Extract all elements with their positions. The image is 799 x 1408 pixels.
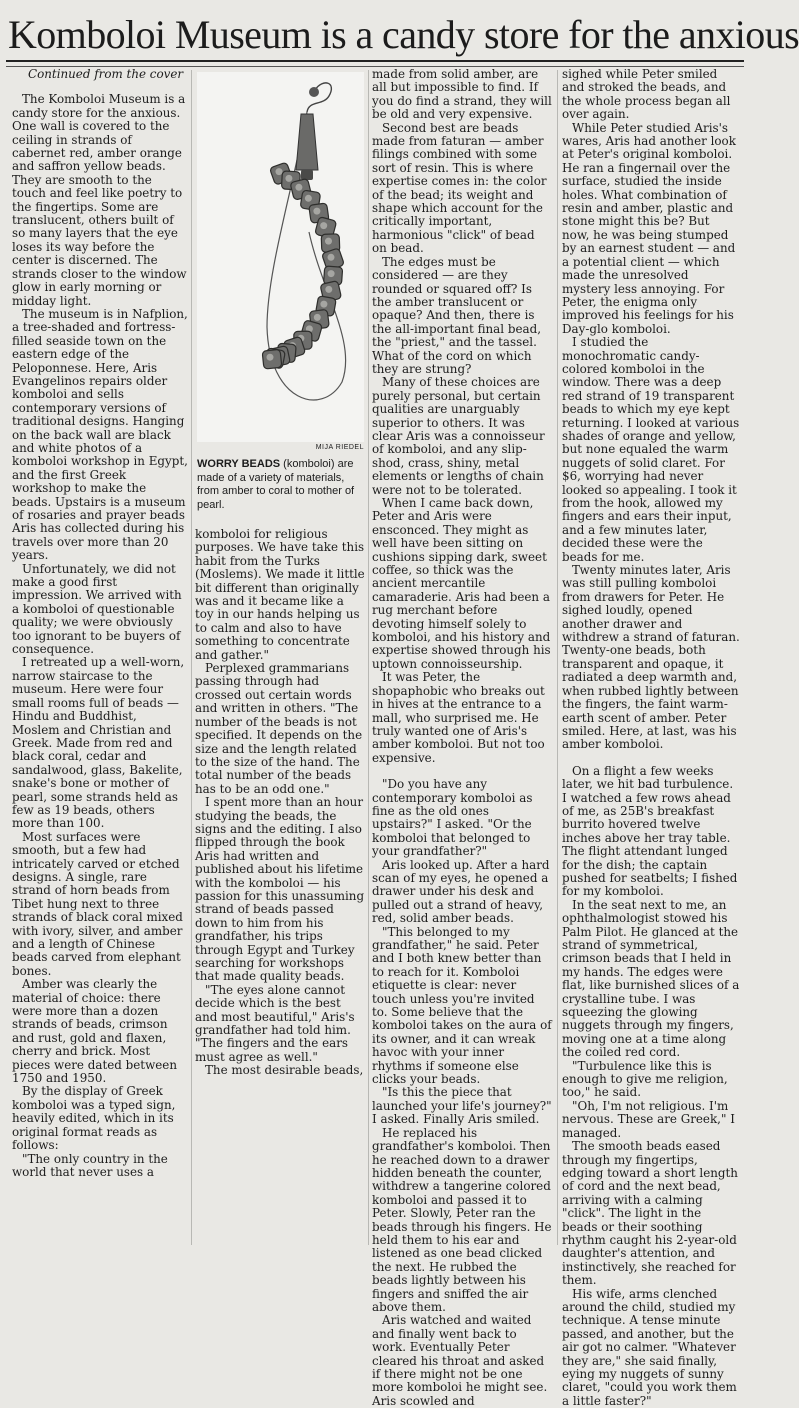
paragraph: I retreated up a well-worn, narrow staircase to the museum. Here were four small rooms full of beads — Hindu and Buddhist, Moslem and Christian and Greek. Made from red and black coral, cedar and sandalwood, glass, Bakelite, snake's bone or mother of pearl, some strands held as few as 19 beads, others more than 100.: [12, 655, 185, 831]
paragraph: "Do you have any contemporary komboloi as fine as the old ones upstairs?" I asked. "Or the komboloi that belonged to your grandfather?": [372, 777, 533, 859]
bead-highlight: [313, 208, 320, 215]
paragraph: "Turbulence like this is enough to give me religion, too," he said.: [562, 1058, 728, 1100]
paragraph: His wife, arms clenched around the child, studied my technique. A tense minute passed, and another, but the air got no calmer. "Whatever they are," she said finally, eying my nuggets of sunny claret, "could you work them a little faster?": [562, 1286, 737, 1408]
paragraph: By the display of Greek komboloi was a typed sign, heavily edited, which in its original format reads as follows:: [12, 1084, 176, 1153]
bead-highlight: [285, 175, 292, 182]
paragraph: Perplexed grammarians passing through had crossed out certain words and written in others. "The number of the beads is not specified. It depends on the size and the length related to the size of the hand. The total number of the beads has to be an odd one.": [195, 661, 363, 796]
article-column-4: [562, 67, 740, 1408]
bead-highlight: [320, 222, 327, 229]
bead-highlight: [320, 301, 327, 308]
column-divider: [557, 70, 558, 1245]
paragraph: komboloi for religious purposes. We have take this habit from the Turks (Moslems). We made it little bit different than originally was and it became like a toy in our hands helping us to calm and also to have something to concentrate and gather.": [195, 527, 365, 662]
paragraph: It was Peter, the shopaphobic who breaks out in hives at the entrance to a mall, who surprised me. He truly wanted one of Aris's amber komboloi. But not too expensive.: [372, 670, 545, 765]
paragraph: On a flight a few weeks later, we hit bad turbulence. I watched a few rows ahead of me, as 25B's breakfast burrito hovered twelve inches above her tray table. The flight attendant lunged for the dish; the captain pushed for seatbelts; I fished for my komboloi.: [562, 763, 738, 899]
paragraph: The most desirable beads,: [205, 1063, 364, 1078]
bead-highlight: [276, 168, 283, 175]
paragraph: made from solid amber, are all but impossible to find. If you do find a strand, they will be old and very expensive.: [372, 67, 552, 122]
paragraph: Second best are beads made from faturan — amber filings combined with some sort of resin. This is where expertise comes in: the color of the bead; its weight and shape which account for the critically important, harmonious "click" of bead on bead.: [372, 120, 547, 256]
bead-highlight: [328, 254, 335, 261]
caption-text: (komboloi) are made of a variety of materials, from amber to coral to mother of pearl.: [197, 458, 355, 511]
bead-highlight: [305, 195, 312, 202]
tassel-icon: [296, 114, 318, 170]
paragraph: Many of these choices are purely personal, but certain qualities are unarguably superior to others. It was clear Aris was a connoisseur of komboloi, and any slip-shod, crass, shiny, metal elements or lengths of chain were not to be tolerated.: [372, 375, 545, 497]
priest-bead: [301, 170, 313, 180]
article-column-1: [12, 68, 188, 1288]
paragraph: "Is this the piece that launched your life's journey?" I asked. Finally Aris smiled.: [372, 1085, 552, 1127]
continued-kicker: Continued from the cover: [28, 67, 184, 81]
bead-highlight: [328, 270, 335, 277]
paragraph: I spent more than an hour studying the beads, the signs and the editing. I also flipped through the book Aris had written and published about his lifetime with the komboloi — his passion for this unassuming strand of beads passed down to him from his grandfather, his trips through Egypt and Turkey searching for workshops that made quality beads.: [195, 795, 365, 984]
komboloi-photo: [197, 72, 364, 442]
article-column-2: [195, 528, 365, 1248]
paragraph: In the seat next to me, an ophthalmologist stowed his Palm Pilot. He glanced at the strand of symmetrical, crimson beads that I held in my hands. The edges were flat, like burnished slices of a crystalline tube. I was squeezing the glowing nuggets through my fingers, moving one at a time along the coiled red cord.: [562, 897, 740, 1060]
paragraph: "Oh, I'm not religious. I'm nervous. These are Greek," I managed.: [562, 1098, 735, 1140]
paragraph: Unfortunately, we did not make a good first impression. We arrived with a komboloi of questionable quality; we were obviously too ignorant to be buyers of consequence.: [12, 561, 182, 657]
bead-highlight: [325, 238, 332, 245]
paragraph: Twenty minutes later, Aris was still pulling komboloi from drawers for Peter. He sighed loudly, opened another drawer and withdrew a strand of faturan. Twenty-one beads, both transparent and opaque, it radiated a deep warmth and, when rubbed lightly between the fingers, the faint warm-earth scent of amber. Peter smiled. Here, at last, was his amber komboloi.: [562, 563, 740, 752]
headline-rule: [6, 60, 744, 62]
column-divider: [368, 70, 369, 1245]
photo-credit: MIJA RIEDEL: [315, 444, 364, 451]
paragraph: When I came back down, Peter and Aris were ensconced. They might as well have been sitting on cushions sipping dark, sweet coffee, so thick was the ancient mercantile camaraderie. Aris had been a rug merchant before devoting himself solely to komboloi, and his history and expertise showed through his uptown connoisseurship.: [372, 496, 551, 671]
paragraph: The museum is in Nafplion, a tree-shaded and fortress-filled seaside town on the eastern edge of the Peloponnese. Here, Aris Evangelinos repairs older komboloi and sells contemporary versions of traditional designs. Hanging on the back wall are black and white photos of a komboloi workshop in Egypt, and the first Greek workshop to make the beads. Upstairs is a museum of rosaries and prayer beads Aris has collected during his travels over more than 20 years.: [12, 306, 188, 563]
paragraph: The smooth beads eased through my fingertips, edging toward a short length of cord and the next bead, arriving with a calming "click". The light in the beads or their soothing rhythm caught his 2-year-old daughter's attention, and instinctively, she reached for them.: [562, 1139, 738, 1288]
cord-end: [307, 83, 331, 112]
paragraph: While Peter studied Aris's wares, Aris had another look at Peter's original komboloi. He ran a fingernail over the surface, studied the inside holes. What combination of resin and amber, plastic and stone might this be? But now, he was being stumped by an earnest student — and a potential client — which made the unresolved mystery less annoying. For Peter, the enigma only improved his feelings for his Day-glo komboloi.: [562, 120, 736, 336]
paragraph: Aris watched and waited and finally went back to work. Eventually Peter cleared his throat and asked if there might not be one more komboloi he might see. Aris scowled and: [372, 1313, 548, 1408]
paragraph: "This belonged to my grandfather," he said. Peter and I both knew better than to reach for it. Komboloi etiquette is clear: never touch unless you're invited to. Some believe that the komboloi takes on the aura of its owner, and it can wreak havoc with your inner rhythms if someone else clicks your beads.: [372, 924, 552, 1087]
paragraph: Amber was clearly the material of choice: there were more than a dozen strands of beads, crimson and rust, gold and flaxen, cherry and brick. Most pieces were dated between 1750 and 1950.: [12, 977, 177, 1086]
paragraph: "The only country in the world that never uses a: [12, 1151, 168, 1179]
paragraph: The Komboloi Museum is a candy store for the anxious. One wall is covered to the ceiling in strands of cabernet red, amber orange and saffron yellow beads. They are smooth to the touch and feel like poetry to the fingertips. Some are translucent, others built of so many layers that the eye loses its way before the center is discerned. The strands closer to the window glow in early morning or midday light.: [12, 92, 187, 308]
top-bead: [309, 87, 319, 97]
bead-highlight: [325, 286, 332, 293]
paragraph: "The eyes alone cannot decide which is the best and most beautiful," Aris's grandfather had told him. "The fingers and the ears must agree as well.": [195, 982, 355, 1064]
paragraph: The edges must be considered — are they rounded or squared off? Is the amber translucent or opaque? And then, there is the all-important final bead, the "priest," and the tassel. What of the cord on which they are strung?: [372, 254, 541, 376]
headline: Komboloi Museum is a candy store for the anxious: [8, 12, 799, 57]
column-divider: [191, 70, 192, 1245]
photo-caption: [197, 458, 365, 512]
worry-beads-image: [197, 72, 364, 442]
paragraph: Aris looked up. After a hard scan of my eyes, he opened a drawer under his desk and pulled out a strand of heavy, red, solid amber beads.: [372, 857, 550, 926]
paragraph: Most surfaces were smooth, but a few had intricately carved or etched designs. A single, rare strand of horn beads from Tibet hung next to three strands of black coral mixed with ivory, silver, and amber and a length of Chinese beads carved from elephant bones.: [12, 829, 183, 978]
bead-highlight: [295, 184, 302, 191]
paragraph: sighed while Peter smiled and stroked the beads, and the whole process began all over again.: [562, 67, 731, 122]
bead-highlight: [314, 314, 321, 321]
caption-lead: WORRY BEADS: [197, 458, 281, 470]
article-column-3: [372, 67, 552, 1408]
paragraph: He replaced his grandfather's komboloi. Then he reached down to a drawer hidden beneath the counter, withdrew a tangerine colored komboloi and passed it to Peter. Slowly, Peter ran the beads through his fingers. He held them to his ear and listened as one bead clicked the next. He rubbed the beads lightly between his fingers and sniffed the air above them.: [372, 1125, 552, 1314]
paragraph: I studied the monochromatic candy-colored komboloi in the window. There was a deep red strand of 19 transparent beads to which my eye kept returning. I looked at various shades of orange and yellow, but none equaled the warm nuggets of solid claret. For $6, worrying had never looked so appealing. I took it from the hook, allowed my fingers and ears their input, and a few minutes later, decided these were the beads for me.: [562, 335, 740, 564]
bead-highlight: [267, 354, 274, 361]
